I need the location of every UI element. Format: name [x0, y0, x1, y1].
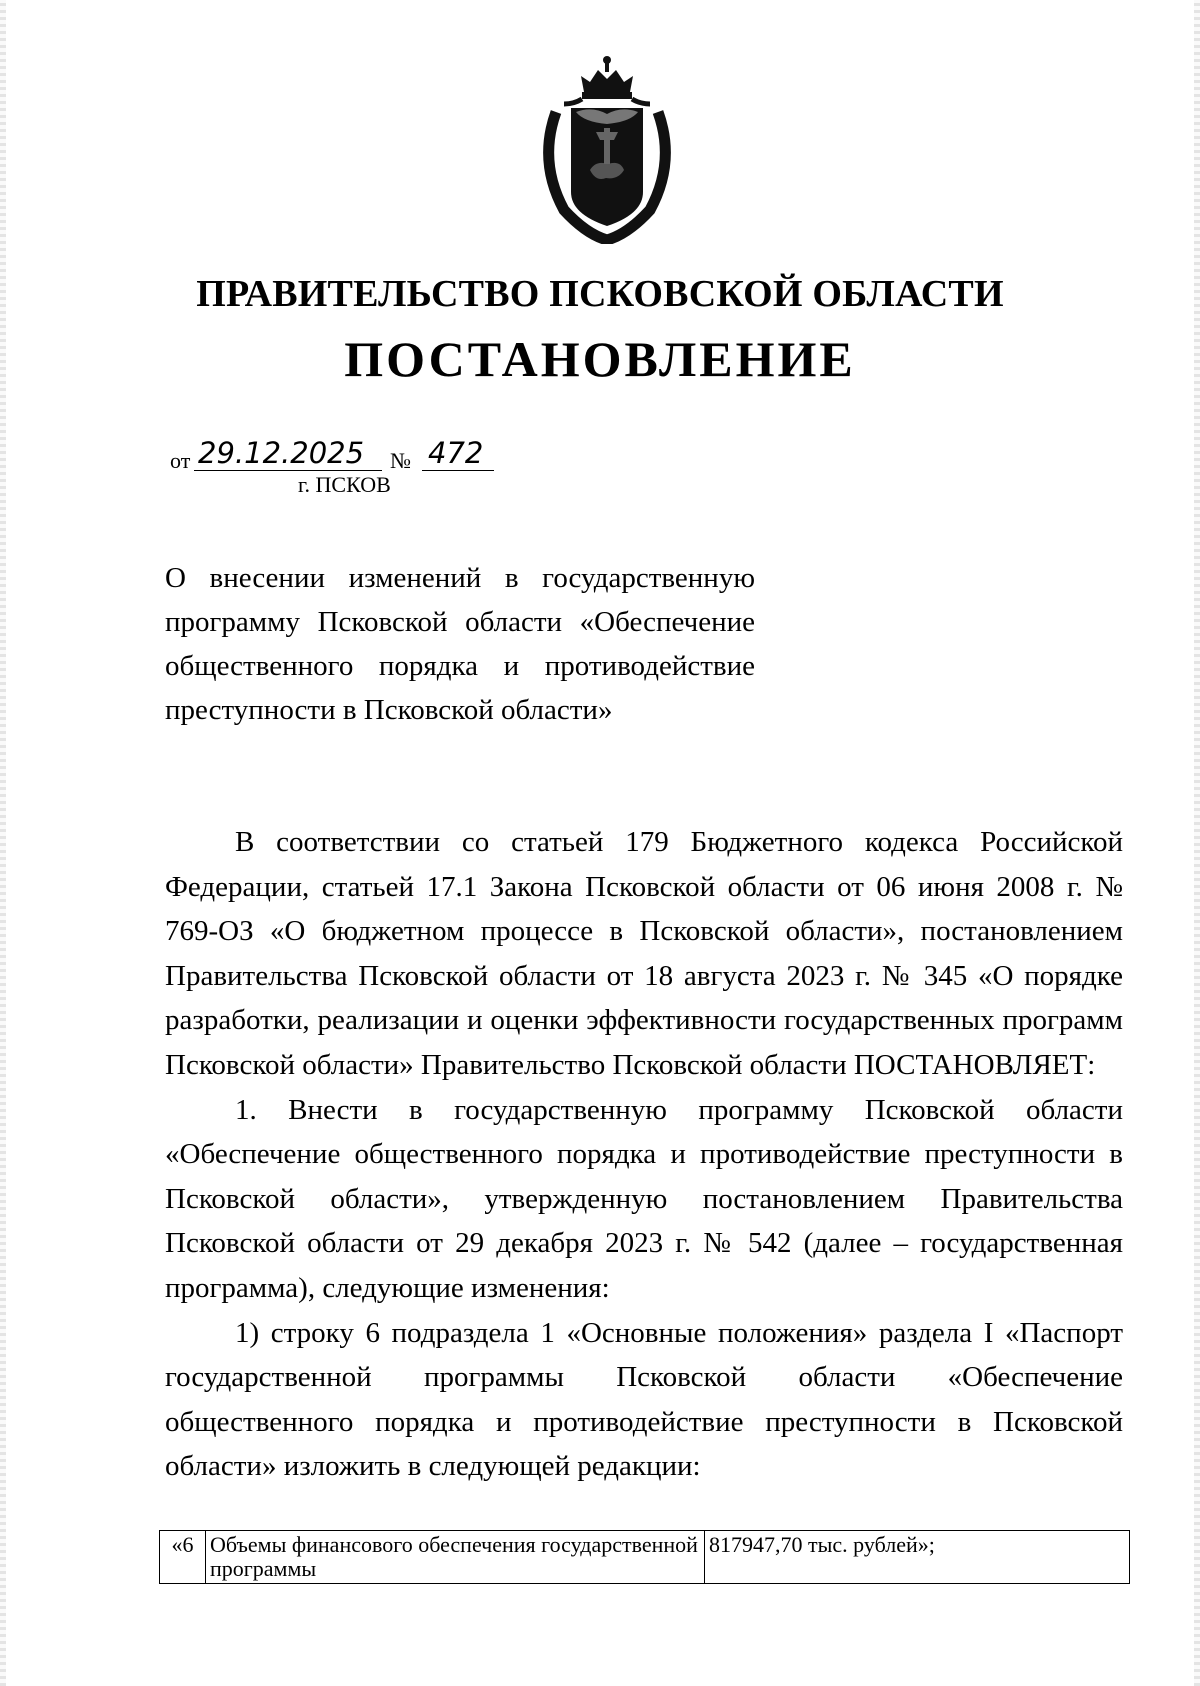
row-number-cell: «6: [160, 1531, 206, 1584]
government-title: ПРАВИТЕЛЬСТВО ПСКОВСКОЙ ОБЛАСТИ: [196, 273, 1004, 315]
document-body: [165, 820, 1123, 1489]
scan-edge-left: [0, 0, 6, 1686]
table-row: [160, 1531, 1130, 1584]
number-underline: [422, 470, 494, 471]
handwritten-number: 472: [428, 436, 484, 470]
pskov-coat-of-arms-emblem: [534, 52, 680, 244]
item-1-paragraph: 1. Внести в государственную программу Псковской области «Обеспечение общественного порядка и противодействие преступности в Псковской области», утвержденную постановлением Правительства Псковской области от 29 декабря 2023 г. № 542 (далее – государственная программа), следующие изменения:: [165, 1093, 1123, 1304]
document-type-title: ПОСТАНОВЛЕНИЕ: [344, 331, 856, 387]
city-label: г. ПСКОВ: [298, 472, 391, 497]
financing-table: [159, 1530, 1130, 1584]
from-label: от: [170, 448, 191, 473]
scan-edge-right: [1194, 0, 1200, 1686]
handwritten-date: 29.12.2025: [198, 436, 365, 470]
date-underline: [194, 470, 382, 471]
number-label: №: [390, 448, 411, 473]
subitem-1-paragraph: 1) строку 6 подраздела 1 «Основные положения» раздела I «Паспорт государственной программы Псковской области «Обеспечение общественного порядка и противодействие преступности в Псковской области» изложить в следующей редакции:: [165, 1316, 1123, 1483]
row-value-cell: 817947,70 тыс. рублей»;: [705, 1531, 1130, 1584]
document-subject: О внесении изменений в государственную программу Псковской области «Обеспечение общественного порядка и противодействие преступности в Псковской области»: [165, 562, 755, 726]
row-label-cell: Объемы финансового обеспечения государственной программы: [206, 1531, 705, 1584]
preamble-paragraph: В соответствии со статьей 179 Бюджетного кодекса Российской Федерации, статьей 17.1 Закона Псковской области от 06 июня 2008 г. № 769-ОЗ «О бюджетном процессе в Псковской области», постановлением Правительства Псковской области от 18 августа 2023 г. № 345 «О порядке разработки, реализации и оценки эффективности государственных программ Псковской области» Правительство Псковской области ПОСТАНОВЛЯЕТ:: [165, 826, 1123, 1081]
